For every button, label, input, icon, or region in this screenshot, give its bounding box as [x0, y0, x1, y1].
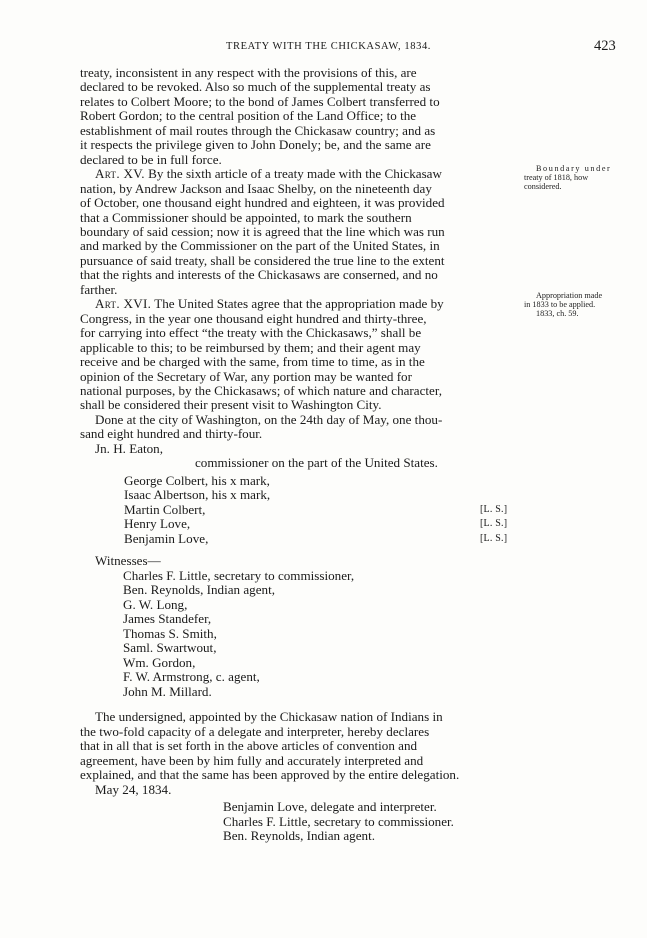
paragraph-continuation [80, 66, 521, 167]
text-line: the two-fold capacity of a delegate and interpreter, hereby declares [80, 723, 430, 739]
text-line: pursuance of said treaty, shall be considered the true line to the extent [80, 252, 445, 268]
signer-title: commissioner on the part of the United States. [195, 455, 438, 471]
signer-line: Ben. Reynolds, Indian agent. [223, 828, 376, 844]
signature-line: Henry Love, [L. S.] [124, 516, 508, 532]
witness-name: Ben. Reynolds, Indian agent, [123, 582, 276, 598]
witness-name: Thomas S. Smith, [123, 625, 217, 641]
seal-mark: [L. S.] [480, 503, 508, 515]
text-line: and marked by the Commissioner on the part of the United States, in [80, 238, 440, 254]
signer-line: Benjamin Love, delegate and interpreter. [223, 799, 437, 815]
us-signature [80, 442, 521, 471]
certification-paragraph [80, 710, 521, 782]
text-line: receive and be charged with the same, from time to time, as in the [80, 354, 425, 370]
certification-signers [80, 800, 521, 844]
chickasaw-signatures [80, 474, 521, 547]
signer-line: Charles F. Little, secretary to commissioner. [223, 813, 454, 829]
witness-name: G. W. Long, [123, 596, 188, 612]
page-number: 423 [594, 38, 616, 54]
signature-line: Benjamin Love, [L. S.] [124, 530, 508, 546]
margin-note-boundary [524, 164, 624, 191]
certification-date: May 24, 1834. [95, 781, 172, 797]
text-line: Art. XV. By the sixth article of a treaty made with the Chickasaw [95, 166, 442, 182]
running-head: TREATY WITH THE CHICKASAW, 1834. [226, 41, 432, 52]
witness-name: Wm. Gordon, [123, 654, 196, 670]
text-line: Robert Gordon; to the central position of the Land Office; to the [80, 108, 417, 124]
signer-name: Jn. H. Eaton, [95, 440, 164, 456]
text-line: Done at the city of Washington, on the 24th day of May, one thou- [95, 411, 443, 427]
text-line: declared to be revoked. Also so much of the supplemental treaty as [80, 79, 431, 95]
text-line: that a Commissioner should be appointed, to mark the southern [80, 209, 412, 225]
article-xvi [80, 297, 521, 413]
witness-name: F. W. Armstrong, c. agent, [123, 669, 260, 685]
text-line: declared to be in full force. [80, 151, 222, 167]
text-line: nation, by Andrew Jackson and Isaac Shelby, on the nineteenth day [80, 180, 432, 196]
text-line: agreement, have been by him fully and accurately interpreted and [80, 752, 424, 768]
witnesses-heading: Witnesses— [95, 553, 161, 569]
text-line: farther. [80, 281, 118, 297]
margin-note-line: Appropriation made [536, 291, 603, 300]
witness-name: Saml. Swartwout, [123, 640, 217, 656]
text-line: boundary of said cession; now it is agreed that the line which was run [80, 223, 445, 239]
text-line: of October, one thousand eight hundred and eighteen, it was provided [80, 195, 445, 211]
text-line: that in all that is set forth in the above articles of convention and [80, 738, 418, 754]
witness-list [80, 569, 521, 700]
article-xv [80, 167, 521, 297]
article-label: Art. XVI. [95, 296, 152, 312]
text-line: Congress, in the year one thousand eight hundred and thirty-three, [80, 310, 427, 326]
text-line: sand eight hundred and thirty-four. [80, 426, 263, 442]
body-text [80, 66, 521, 844]
signature-line: Isaac Albertson, his x mark, [124, 487, 271, 503]
text-line: applicable to this; to be reimbursed by them; and their agent may [80, 339, 421, 355]
signature-line: George Colbert, his x mark, [124, 472, 270, 488]
text-line: treaty, inconsistent in any respect with the provisions of this, are [80, 65, 417, 80]
witness-name: John M. Millard. [123, 683, 212, 699]
seal-mark: [L. S.] [480, 518, 508, 530]
margin-note-line: 1833, ch. 59. [536, 309, 579, 318]
text-line: for carrying into effect “the treaty with the Chickasaws,” shall be [80, 325, 422, 341]
done-at-paragraph [80, 413, 521, 442]
text-line: establishment of mail routes through the Chickasaw country; and as [80, 122, 436, 138]
seal-mark: [L. S.] [480, 532, 508, 544]
text-line: explained, and that the same has been approved by the entire delegation. [80, 767, 460, 783]
text-line: The undersigned, appointed by the Chickasaw nation of Indians in [95, 709, 443, 725]
text-line: Art. XVI. The United States agree that the appropriation made by [95, 296, 444, 312]
text-line: opinion of the Secretary of War, any portion may be wanted for [80, 368, 412, 384]
signature-line: Martin Colbert, [L. S.] [124, 501, 508, 517]
text-line: that the rights and interests of the Chickasaws are conserned, and no [80, 267, 438, 283]
text-line: it respects the privilege given to John Donely; be, and the same are [80, 137, 431, 153]
margin-note-line: considered. [524, 182, 562, 191]
witness-name: Charles F. Little, secretary to commissioner, [123, 567, 355, 583]
text-line: relates to Colbert Moore; to the bond of James Colbert transferred to [80, 93, 440, 109]
margin-note-appropriation [524, 291, 624, 318]
text-line: national purposes, by the Chickasaws; of which nature and character, [80, 382, 442, 398]
margin-note-line: Boundary under [536, 164, 612, 173]
article-label: Art. XV. [95, 166, 145, 182]
page-header [0, 38, 647, 58]
margin-note-line: treaty of 1818, how [524, 173, 589, 182]
witness-name: James Standefer, [123, 611, 212, 627]
text-line: shall be considered their present visit to Washington City. [80, 397, 382, 413]
margin-note-line: in 1833 to be applied. [524, 300, 596, 309]
